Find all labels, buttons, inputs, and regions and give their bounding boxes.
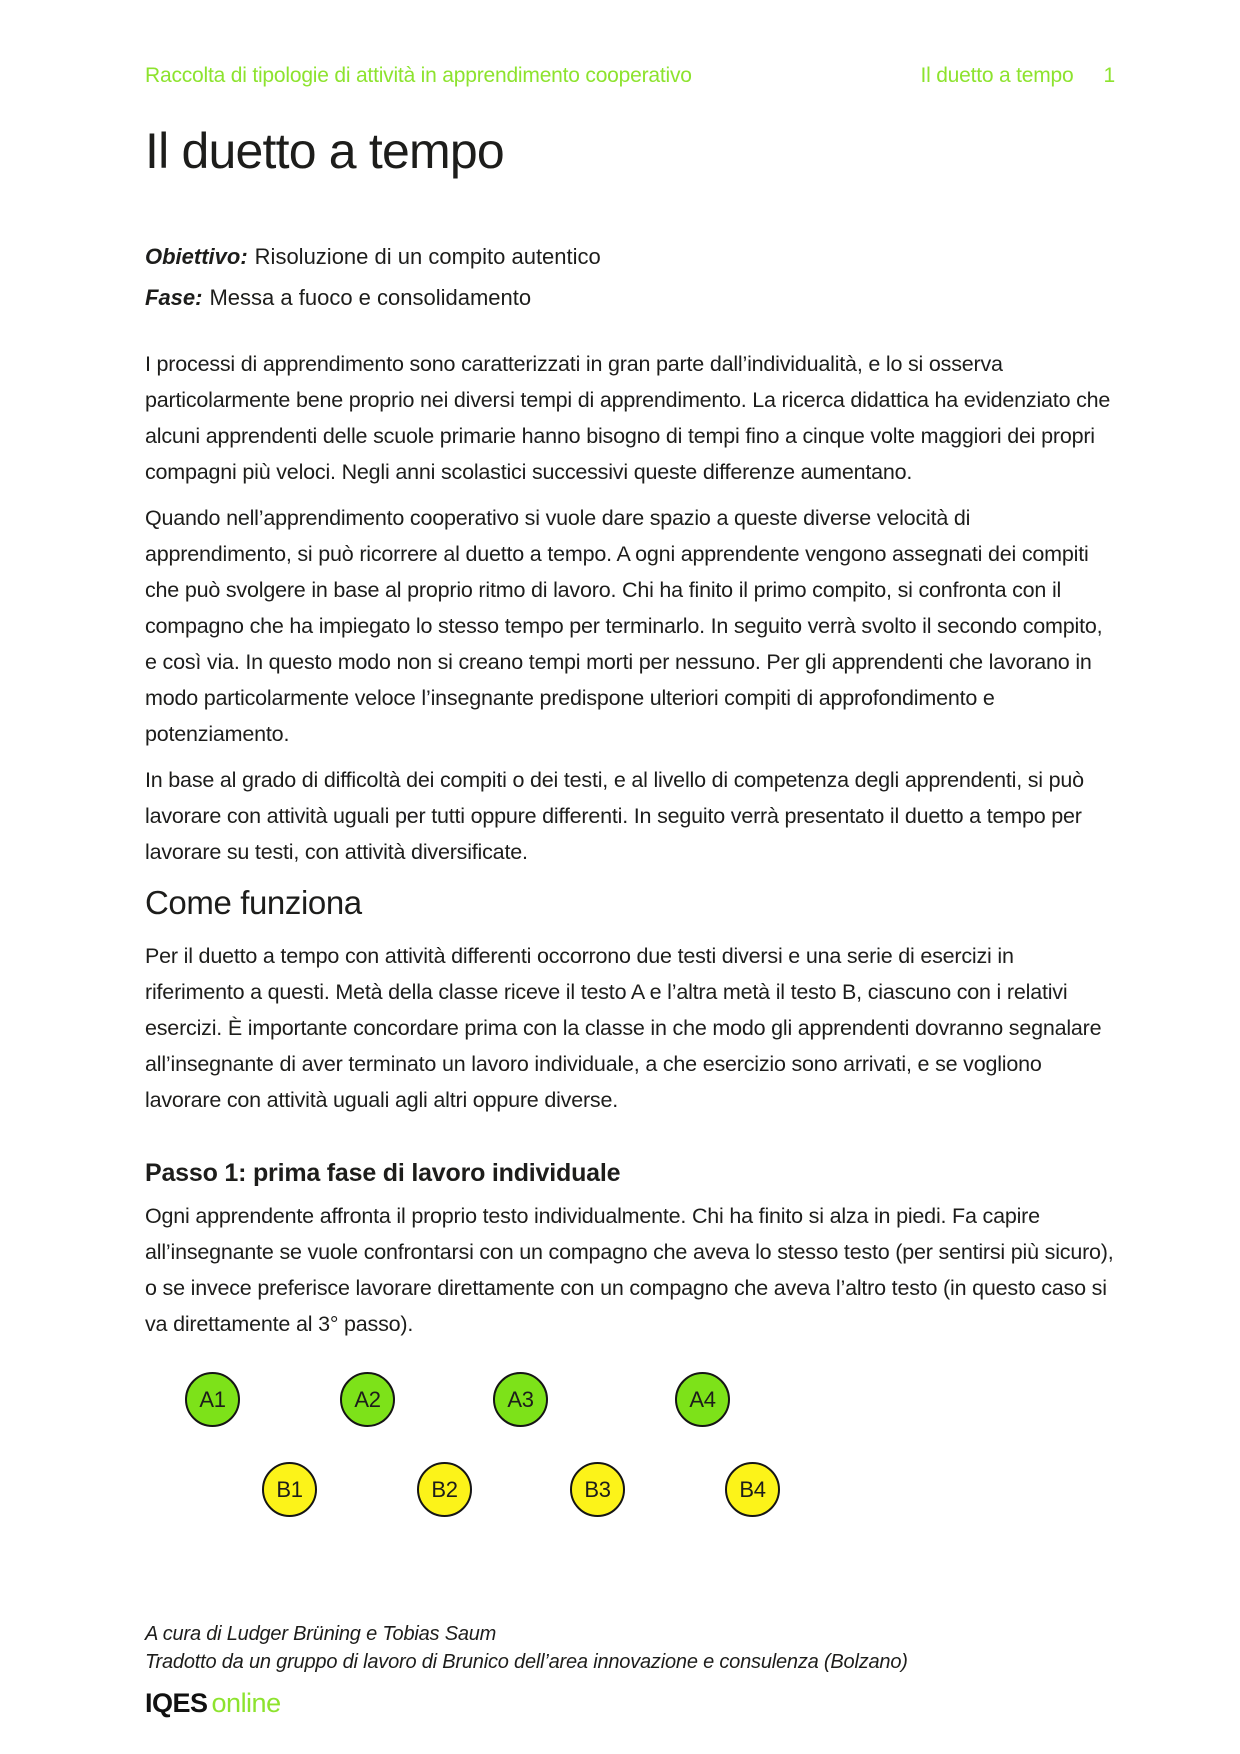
student-circle-b2 xyxy=(417,1462,472,1517)
objective-label: Obiettivo: xyxy=(145,244,248,269)
intro-paragraph-3: In base al grado di difficoltà dei compiti o dei testi, e al livello di competenza degli apprendenti, si può lavorare con attività uguali per tutti oppure differenti. In seguito verrà presentato il duetto a tempo per lavorare su testi, con attività diversificate. xyxy=(145,768,1084,864)
student-circle-a2-label: A2 xyxy=(354,1386,381,1412)
student-circle-b3 xyxy=(570,1462,625,1517)
iqes-logo xyxy=(145,1688,281,1719)
objective-line xyxy=(145,236,1115,277)
credits-line-2: Tradotto da un gruppo di lavoro di Brunico dell’area innovazione e consulenza (Bolzano) xyxy=(145,1651,908,1673)
credits-line-1: A cura di Ludger Brüning e Tobias Saum xyxy=(145,1623,497,1645)
student-circle-a3 xyxy=(493,1372,548,1427)
student-circle-b3-label: B3 xyxy=(584,1476,611,1502)
phase-value: Messa a fuoco e consolidamento xyxy=(209,285,532,310)
collection-title: Raccolta di tipologie di attività in apprendimento cooperativo xyxy=(145,64,692,87)
page-number: 1 xyxy=(1103,64,1115,87)
student-circle-b1-label: B1 xyxy=(276,1476,303,1502)
page-header xyxy=(145,0,1115,88)
step-heading: Passo 1: prima fase di lavoro individuale xyxy=(145,1159,621,1187)
intro-paragraph-1: I processi di apprendimento sono caratterizzati in gran parte dall’individualità, e lo si osserva particolarmente bene proprio nei diversi tempi di apprendimento. La ricerca didattica ha evidenziato che alcuni apprendenti delle scuole primarie hanno bisogno di tempi fino a cinque volte maggiori dei propri compagni più veloci. Negli anni scolastici successivi queste differenze aumentano. xyxy=(145,352,1111,484)
student-circle-a3-label: A3 xyxy=(507,1386,534,1412)
logo-online-text: online xyxy=(211,1688,281,1718)
intro-section xyxy=(145,346,1115,870)
running-title-text: Il duetto a tempo xyxy=(920,64,1074,87)
student-circle-b4-label: B4 xyxy=(739,1476,766,1502)
student-circle-b1 xyxy=(262,1462,317,1517)
student-circle-a4-label: A4 xyxy=(689,1386,716,1412)
pupil-pairing-diagram xyxy=(145,1372,1115,1522)
student-circle-a4 xyxy=(675,1372,730,1427)
section-heading: Come funziona xyxy=(145,884,362,921)
step-paragraph: Ogni apprendente affronta il proprio testo individualmente. Chi ha finito si alza in piedi. Fa capire all’insegnante se vuole confrontarsi con un compagno che aveva lo stesso testo (per sentirsi più sicuro), o se invece preferisce lavorare direttamente con un compagno che aveva l’altro testo (in questo caso si va direttamente al 3° passo). xyxy=(145,1204,1114,1336)
student-circle-a1 xyxy=(185,1372,240,1427)
student-circle-b4 xyxy=(725,1462,780,1517)
page-title: Il duetto a tempo xyxy=(145,123,504,179)
meta-block xyxy=(145,236,1115,318)
phase-label: Fase: xyxy=(145,285,203,310)
objective-value: Risoluzione di un compito autentico xyxy=(254,244,601,269)
phase-line xyxy=(145,277,1115,318)
logo-iqes-text: IQES xyxy=(145,1688,208,1718)
running-title xyxy=(920,64,1115,88)
student-circle-a2 xyxy=(340,1372,395,1427)
student-circle-a1-label: A1 xyxy=(199,1386,226,1412)
section-paragraph: Per il duetto a tempo con attività differenti occorrono due testi diversi e una serie di esercizi in riferimento a questi. Metà della classe riceve il testo A e l’altra metà il testo B, ciascuno con i relativi esercizi. È importante concordare prima con la classe in che modo gli apprendenti dovranno segnalare all’insegnante di aver terminato un lavoro individuale, a che esercizio sono arrivati, e se vogliono lavorare con attività uguali agli altri oppure diverse. xyxy=(145,944,1102,1112)
student-circle-b2-label: B2 xyxy=(431,1476,458,1502)
credits-block xyxy=(145,1620,908,1676)
intro-paragraph-2: Quando nell’apprendimento cooperativo si vuole dare spazio a queste diverse velocità di apprendimento, si può ricorrere al duetto a tempo. A ogni apprendente vengono assegnati dei compiti che può svolgere in base al proprio ritmo di lavoro. Chi ha finito il primo compito, si confronta con il compagno che ha impiegato lo stesso tempo per terminarlo. In seguito verrà svolto il secondo compito, e così via. In questo modo non si creano tempi morti per nessuno. Per gli apprendenti che lavorano in modo particolarmente veloce l’insegnante predispone ulteriori compiti di approfondimento e potenziamento. xyxy=(145,506,1103,746)
